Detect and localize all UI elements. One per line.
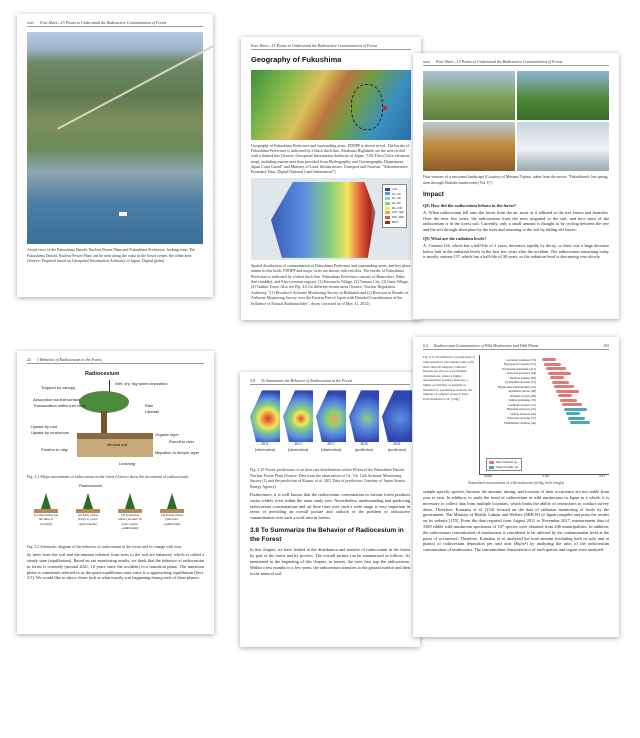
- section-3-8: 3.8 To Summarize the Behavior of Radiocesium in the Forest: [250, 526, 404, 543]
- label-absorption: Absorption via leaf surface: [33, 397, 81, 403]
- label-litterfall: Litterfall: [145, 409, 160, 415]
- species-label: Pholiota nameko (84): [510, 375, 536, 380]
- map-legend: [382, 184, 407, 228]
- species-distribution: [560, 399, 577, 402]
- species-label: Sarcodon aspratus (194): [506, 371, 536, 376]
- body-text-2: In this chapter, we have looked at the distribution and transfer of radiocesium in the forest by part of the forest and by process. The overall picture can be summarized as follows. As mentioned in the beginning of this chapter, in forests, the trees first trap the radiocesium. Within a few months to a few years, the radiocesium transfers to the ground surface and then to the mineral soil.: [250, 547, 410, 576]
- page-header: 22 3 Behavior of Radiocesium in the Forest: [27, 357, 204, 364]
- caption-geography: Geography of Fukushima Prefecture and surrounding areas. FDNPP is shown in red. The border of Fukushima Prefecture is indicated by a black thick line. Abukuma Highlands are the area circled with a dashed line (Source: Geospatial Information Authority of Japan, "GSI Tiles (Color elevation map), including marine area data provided from Hydrographic and Oceanographic Department, Japan Coast Guard" and Ministry of Land, Infrastructure, Transport and Tourism, "Administrative Boundary Data, Digital National Land Information"): [251, 142, 410, 175]
- label-trapped: Trapped by canopy: [41, 385, 76, 391]
- legend-row: 20–40: [385, 196, 404, 201]
- label-mineral: Mineral soil: [107, 442, 128, 448]
- axis-tick: 0.001: [542, 474, 550, 479]
- page-header: 3.8 To Summarize the Behavior of Radiocesium in the Forest: [250, 378, 410, 385]
- elevation-map: [251, 70, 411, 140]
- summer-photo: [517, 71, 609, 120]
- label-wet-dry: Wet, dry, fog water deposition: [115, 381, 168, 387]
- species-distribution: [558, 394, 572, 397]
- section-impact: Impact: [423, 191, 444, 199]
- species-distribution: [548, 372, 571, 375]
- page-title: Geography of Fukushima: [251, 55, 342, 65]
- species-label: Ramaria botrytis (68): [510, 393, 536, 398]
- phase-title: Radiocesium: [79, 482, 103, 488]
- species-label: Flammulina velutipes (48): [504, 420, 536, 425]
- species-distribution: [570, 421, 590, 424]
- species-distribution: [568, 417, 585, 420]
- map-2026: 2026 (prediction): [349, 390, 379, 464]
- legend-row: Mycorrhizal sp.: [489, 460, 519, 465]
- label-translocation: Translocation within tree body: [33, 403, 86, 409]
- stage-steady: (4) Steady phase (Decades: equilibrium): [159, 493, 185, 531]
- map-2017: 2017 (observation): [316, 390, 346, 464]
- legend-row: 60–100: [385, 206, 404, 211]
- species-row: [480, 420, 609, 425]
- page-header: Fact Sheet—15 Points to Understand the Radioactive Contamination of Forest: [251, 43, 411, 50]
- species-distribution: [550, 376, 564, 379]
- autumn-photo: [423, 122, 515, 171]
- movement-diagram: [27, 369, 204, 471]
- species-distribution: [562, 403, 582, 406]
- species-distribution: [552, 381, 569, 384]
- species-distribution: [546, 367, 566, 370]
- page-mushrooms: [413, 337, 619, 637]
- tree-trunk: [101, 411, 107, 435]
- mushroom-chart: [479, 355, 609, 479]
- prediction-maps: [250, 390, 410, 464]
- species-distribution: [556, 390, 579, 393]
- caption-fig-3-2: Fig. 3.2 Schematic diagram of the behavior of radiocesium in the forest and its change with time: [27, 543, 182, 549]
- chart-legend: [486, 458, 522, 471]
- species-label: Grifola frondosa (42): [510, 411, 536, 416]
- species-label: Hygrophorus russula (157): [503, 362, 536, 367]
- species-distribution: [566, 412, 580, 415]
- label-leaching: Leaching: [119, 461, 136, 467]
- species-label: Armillaria species (96): [508, 389, 536, 394]
- species-label: Tricholoma matsutake (413): [501, 366, 536, 371]
- power-plant-marker: [119, 212, 127, 216]
- species-distribution: [544, 363, 561, 366]
- species-distribution: [542, 358, 556, 361]
- page-header: xxiv Fact Sheet—15 Points to Understand the Radioactive Contamination of Forest: [27, 20, 203, 27]
- legend-row: 600<: [385, 220, 404, 225]
- legend-row: Saprotrophic sp.: [489, 465, 519, 470]
- species-label: Hypholoma sublateritium (101): [498, 384, 536, 389]
- label-organic: Organic layer: [155, 432, 179, 438]
- question-9: Q9: What are the radiation levels?: [423, 235, 487, 241]
- caption-fig-3-25: Fig. 3.25 Future predictions of air dose rate distributions within 80 km of the Fukushima Daiichi Nuclear Power Plant (Source: Data from the observation of 1st, 7th, 12th Airborne Monitoring Survey (1) and the prediction of Kitano, et al. [40]. Data of prediction: Courtesy of Japan Atomic Energy Agency): [250, 467, 406, 489]
- abukuma-dashed: [351, 84, 383, 130]
- map-2011: 2011 (observation): [250, 390, 280, 464]
- species-label: Lyophyllum decastes (75): [504, 380, 536, 385]
- label-fixation: Fixation to clay: [41, 447, 68, 453]
- phase-diagram: [27, 483, 204, 541]
- caption-fig-6-15: Fig. 6.15 Normalized concentration of radiocesium in wild mushrooms with more than 40 samples collected. Results are shown as probability distributions, where a higher measurement position indicates a higher probability of prediction. Numbers in parentheses indicate the number of samples (Source: Data from Komatsu et al. [154]): [423, 355, 475, 401]
- caption-contamination: Spatial distribution of contamination of Fukushima Prefecture and surrounding areas, and key place names in this book. FDNPP and major cities are shown with red dots. The border of Fukushima Prefecture is indicated by a black thick line. Fukushima Prefecture consists of Hama-dori, Naka-dori (middle), and Aizu (western region). (1) Kawauchi Village, (2) Tamura City, (3) Iitate Village, (4) Tadami Town. Also see Fig. 4.6 for different terrain areas (Source: Nuclear Regulation Authority, "(1) Results of Airborne Monitoring Survey in Hokkaido and (2) Revision to Results of Airborne Monitoring Survey over the Eastern Part of Japan with Detailed Consideration of the Influence of Natural Radionuclides", decay corrected as of May 31, 2012): [251, 262, 411, 306]
- stage-transition: (3) Transition phase (Around 10 years: quasi-equilibrium): [117, 493, 143, 531]
- spring-photo: [423, 71, 515, 120]
- coastline: [57, 39, 213, 201]
- land-area: [271, 182, 381, 258]
- page-header: xxvi Fact Sheet—15 Points to Understand the Radioactive Contamination of Forest: [423, 59, 609, 66]
- species-label: Hericium erinaceus (45): [506, 407, 536, 412]
- season-photos: [423, 71, 609, 171]
- species-label: Suillus granulatus (53): [508, 398, 536, 403]
- label-rain: Rain: [145, 403, 154, 409]
- page-impact: [413, 53, 619, 319]
- page-aerial-view: [17, 14, 213, 297]
- axis-tick: 0.01: [599, 474, 605, 479]
- label-migration: Migration to deeper layer: [155, 450, 200, 456]
- axis-ticks: [484, 474, 605, 478]
- page-predictions: [240, 372, 420, 647]
- figure-caption: Aerial view of the Fukushima Daiichi Nuclear Power Plant and Fukushima Prefecture, looking west. The Fukushima Daiichi Nuclear Power Plant can be seen along the coast in the lower center, the white area (Source: Prepared based on Geospatial Information Authority of Japan, Digital globe): [27, 247, 196, 264]
- label-runoff: Runoff to river: [169, 439, 195, 445]
- species-distribution: [554, 385, 574, 388]
- answer-8: A: When radiocesium fell onto the forest from the air, most of it adhered to the tree leaves and branches. Over the next few years, the radiocesium from the trees migrated to the soil, and now most of the radiocesium is in the forest soil. Currently, only a small amount is thought to be cycling between the tree and the soil through absorption by the trees and returning to the soil by falling old leaves.: [423, 209, 609, 233]
- page-behavior: [17, 351, 214, 634]
- label-uptake-mushroom: Uptake by mushroom: [31, 430, 70, 436]
- axis-tick: 0.0001: [484, 474, 493, 479]
- body-text: Furthermore, it is well known that the radiocesium concentration in various forest products varies widely even within the same study area. Nevertheless, understanding and predicting radiocesium concentrations and air dose rates over such a wide range is very important in terms of providing an overall picture and outlook of the problem of radioactive contamination over such a wide area in forests.: [250, 491, 410, 521]
- legend-row: 100–300: [385, 210, 404, 215]
- aerial-photo: [27, 32, 203, 244]
- caption-seasons: Four seasons of a satoyama landscape (Courtesy of Masami Tajima, taken from the movie "Fukushima's lost spring, seen through Shiitake mushrooms (Vol.1)"): [423, 174, 609, 185]
- answer-9: A: Cesium-134, which has a half-life of 2 years, decreases rapidly by decay, so there was a large decrease below half in the radiation levels in the first few years after the accident. The radiocesium remaining today is mostly cesium-137, which has a half-life of 30 years, so the radiation level is decreasing very slowly.: [423, 242, 609, 260]
- body-text: by trees from the soil and the amount released from trees to the soil are balanced, which is called a steady state (equilibrium). Based on our monitoring results, we think that the behavior of radiocesium in forest is currently (around 2021, 10 years since the accident) in a transition phase. The transition phase is sometimes referred to as the quasi-equilibrium state since it is approaching equilibrium (Sect. 3.5). We would like to take a closer look at what exactly was happening during each of these phases.: [27, 552, 204, 581]
- legend-row: ≤10: [385, 187, 404, 192]
- page-geography: [241, 37, 421, 320]
- winter-photo: [517, 122, 609, 171]
- diagram-title: Radiocesium: [85, 371, 120, 378]
- legend-row: 300–600: [385, 215, 404, 220]
- axis-label: Normalized concentration of wild mushroom (m²/kg, fresh weight): [467, 481, 565, 486]
- tree-crown: [79, 391, 129, 413]
- legend-row: 10–20: [385, 192, 404, 197]
- stage-early: (2) Early phase (Days to years: rapid transfer): [75, 493, 101, 531]
- question-8: Q8: How did the radiocesium behave in the forest?: [423, 202, 517, 208]
- contamination-map: [251, 178, 411, 260]
- body-text: sample specific species, because the amount, timing, and location of their occurrence are not stable from year to year. In addition, to study the trend of radiocesium in wild mushrooms in Japan as a whole, it is necessary to collect data from multiple locations, which limits the ability of researchers to conduct survey alone. Therefore, Komatsu et al. [154] focused on the data of radiation monitoring of foods by the government. The Ministry of Health, Labour and Welfare (MHLW) of Japan compiles and posts the results on its website [155]. From the data reported from August 2011 to November 2017, measurement data of 3189 edible wild mushroom specimens of 107 species were obtained from 246 municipalities. In addition, the radiocesium concentration of mushrooms is considered to be affected by the contamination level at the point of occurrence. Therefore, Komatsu et al. analyzed the total amount (including both in soils and in plants) of radiocesium deposition per unit area (Bq/m²) by analyzing the ratio of the radiocesium concentration of mushrooms. The concentration characteristics of each species and region were analyzed.: [423, 489, 609, 553]
- map-2041: 2041 (prediction): [382, 390, 412, 464]
- species-label: Pleurotus ostreatus (57): [507, 416, 536, 421]
- fdnpp-dot: [383, 106, 387, 110]
- species-label: Lactarius volemus (172): [506, 357, 536, 362]
- species-distribution: [564, 408, 587, 411]
- mushroom-figure: [423, 355, 609, 479]
- map-2013: 2013 (observation): [283, 390, 313, 464]
- caption-fig-3-1: Fig. 3.1 Major movements of radiocesium in the forest (Arrows show the movement of radiocesium): [27, 474, 189, 480]
- legend-row: 40–60: [385, 201, 404, 206]
- page-header: 6.4 Radiocesium Contamination of Wild Mushrooms and Wild Plants 103: [423, 343, 609, 350]
- stage-deposition: (1) Deposition (At the time of accident): [33, 493, 59, 531]
- label-uptake-root: Uptake by root: [31, 424, 58, 430]
- species-label: Lentinula edodes (121): [508, 402, 536, 407]
